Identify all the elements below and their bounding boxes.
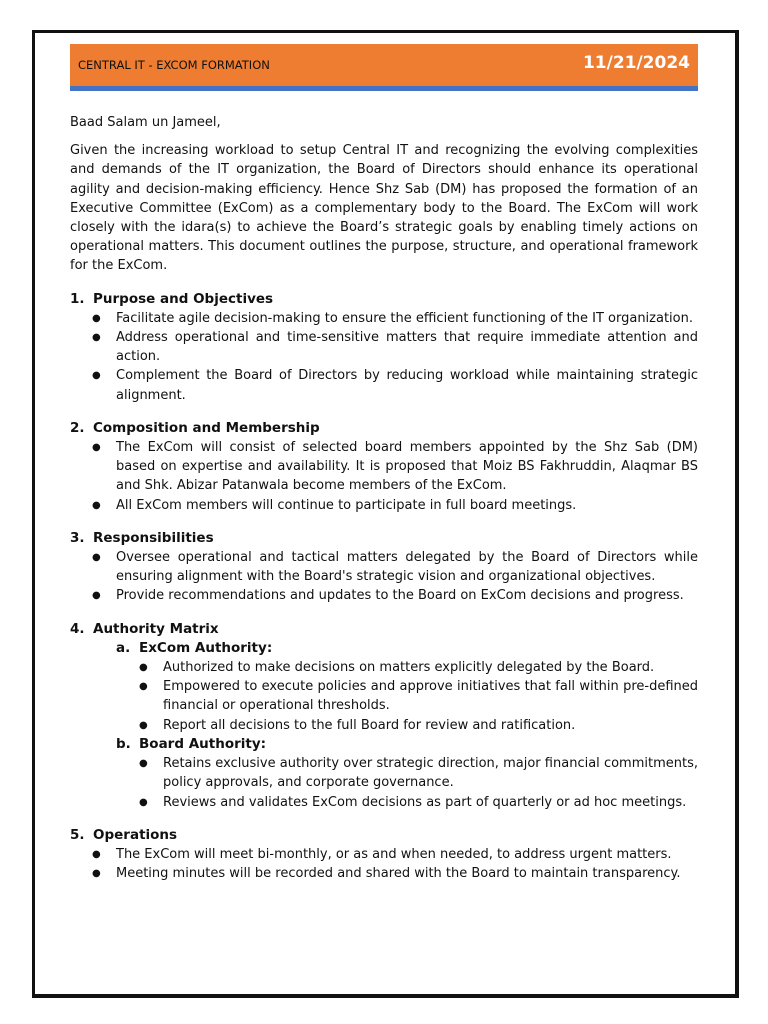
document-header bbox=[70, 44, 698, 91]
subsection-letter: b. bbox=[116, 735, 131, 752]
intro-paragraph: Given the increasing workload to setup Central IT and recognizing the evolving complexities and demands of the IT organization, the Board of Directors should enhance its operational agility and decision-making efficiency. Hence Shz Sab (DM) has proposed the formation of an Executive Committee (ExCom) as a complementary body to the Board. The ExCom will work closely with the idara(s) to achieve the Board’s strategic goals by enabling timely actions on operational matters. This document outlines the purpose, structure, and operational framework for the ExCom. bbox=[70, 143, 698, 274]
list-item bbox=[70, 309, 698, 328]
section-number: 5. bbox=[70, 826, 85, 843]
bullet-icon: ● bbox=[92, 552, 101, 564]
list-item bbox=[70, 864, 698, 883]
document-title: CENTRAL IT - EXCOM FORMATION bbox=[78, 58, 270, 72]
list-item-text: Meeting minutes will be recorded and shared with the Board to maintain transparency. bbox=[116, 866, 681, 882]
list-item-text: Empowered to execute policies and approve initiatives that fall within pre-defined financial or operational thresholds. bbox=[163, 679, 698, 714]
list-item-text: Provide recommendations and updates to the Board on ExCom decisions and progress. bbox=[116, 588, 684, 604]
section-heading bbox=[70, 290, 698, 309]
section-number: 3. bbox=[70, 529, 85, 546]
subsection-letter: a. bbox=[116, 639, 131, 656]
section-title: Authority Matrix bbox=[93, 620, 219, 637]
bullet-list bbox=[70, 658, 698, 735]
subsection-heading bbox=[70, 639, 698, 658]
section-heading bbox=[70, 826, 698, 845]
bullet-list bbox=[70, 438, 698, 515]
section-title: Composition and Membership bbox=[93, 419, 320, 436]
bullet-icon: ● bbox=[92, 848, 101, 860]
section-number: 1. bbox=[70, 290, 85, 307]
document-date: 11/21/2024 bbox=[582, 53, 690, 73]
list-item bbox=[70, 677, 698, 715]
bullet-icon: ● bbox=[139, 681, 148, 693]
section-title: Purpose and Objectives bbox=[93, 290, 274, 307]
list-item bbox=[70, 845, 698, 864]
salutation: Baad Salam un Jameel, bbox=[70, 115, 221, 130]
list-item bbox=[70, 586, 698, 605]
list-item bbox=[70, 754, 698, 792]
list-item-text: The ExCom will meet bi-monthly, or as and when needed, to address urgent matters. bbox=[116, 846, 672, 862]
list-item-text: Address operational and time-sensitive matters that require immediate attention and action. bbox=[116, 330, 698, 365]
bullet-icon: ● bbox=[92, 312, 101, 324]
section-heading bbox=[70, 529, 698, 548]
list-item bbox=[70, 496, 698, 515]
bullet-icon: ● bbox=[139, 758, 148, 770]
list-item-text: Complement the Board of Directors by reducing workload while maintaining strategic alignment. bbox=[116, 368, 698, 403]
subsection-heading bbox=[70, 735, 698, 754]
list-item-text: Authorized to make decisions on matters explicitly delegated by the Board. bbox=[163, 660, 655, 676]
bullet-list bbox=[70, 845, 698, 883]
section-title: Operations bbox=[93, 826, 178, 843]
section-title: Responsibilities bbox=[93, 529, 214, 546]
bullet-icon: ● bbox=[139, 662, 148, 674]
section-operations bbox=[70, 826, 698, 884]
section-composition bbox=[70, 419, 698, 515]
section-heading bbox=[70, 419, 698, 438]
list-item-text: Reviews and validates ExCom decisions as part of quarterly or ad hoc meetings. bbox=[163, 794, 687, 810]
list-item bbox=[70, 716, 698, 735]
list-item-text: Report all decisions to the full Board for review and ratification. bbox=[163, 717, 576, 733]
bullet-icon: ● bbox=[139, 796, 148, 808]
section-heading bbox=[70, 620, 698, 639]
bullet-list bbox=[70, 309, 698, 405]
list-item-text: Retains exclusive authority over strategic direction, major financial commitments, policy approvals, and corporate governance. bbox=[163, 756, 698, 791]
bullet-icon: ● bbox=[92, 442, 101, 454]
bullet-list bbox=[70, 754, 698, 812]
section-number: 2. bbox=[70, 419, 85, 436]
list-item bbox=[70, 548, 698, 586]
list-item bbox=[70, 658, 698, 677]
bullet-icon: ● bbox=[92, 370, 101, 382]
bullet-icon: ● bbox=[92, 590, 101, 602]
bullet-icon: ● bbox=[92, 868, 101, 880]
bullet-list bbox=[70, 548, 698, 606]
subsection-title: Board Authority: bbox=[139, 735, 267, 752]
list-item bbox=[70, 793, 698, 812]
document-body bbox=[70, 113, 698, 883]
section-number: 4. bbox=[70, 620, 85, 637]
list-item-text: Oversee operational and tactical matters delegated by the Board of Directors while ensuring alignment with the Board's strategic vision and organizational objectives. bbox=[116, 550, 698, 585]
list-item-text: Facilitate agile decision-making to ensure the efficient functioning of the IT organization. bbox=[116, 310, 693, 326]
section-purpose bbox=[70, 290, 698, 405]
list-item-text: All ExCom members will continue to participate in full board meetings. bbox=[116, 497, 577, 513]
subsection-title: ExCom Authority: bbox=[139, 639, 273, 656]
list-item bbox=[70, 438, 698, 496]
list-item bbox=[70, 366, 698, 404]
list-item bbox=[70, 328, 698, 366]
section-authority-matrix bbox=[70, 620, 698, 812]
bullet-icon: ● bbox=[139, 719, 148, 731]
section-responsibilities bbox=[70, 529, 698, 606]
list-item-text: The ExCom will consist of selected board members appointed by the Shz Sab (DM) based on expertise and availability. It is proposed that Moiz BS Fakhruddin, Alaqmar BS and Shk. Abizar Patanwala become members of the ExCom. bbox=[116, 440, 698, 494]
bullet-icon: ● bbox=[92, 332, 101, 344]
bullet-icon: ● bbox=[92, 499, 101, 511]
